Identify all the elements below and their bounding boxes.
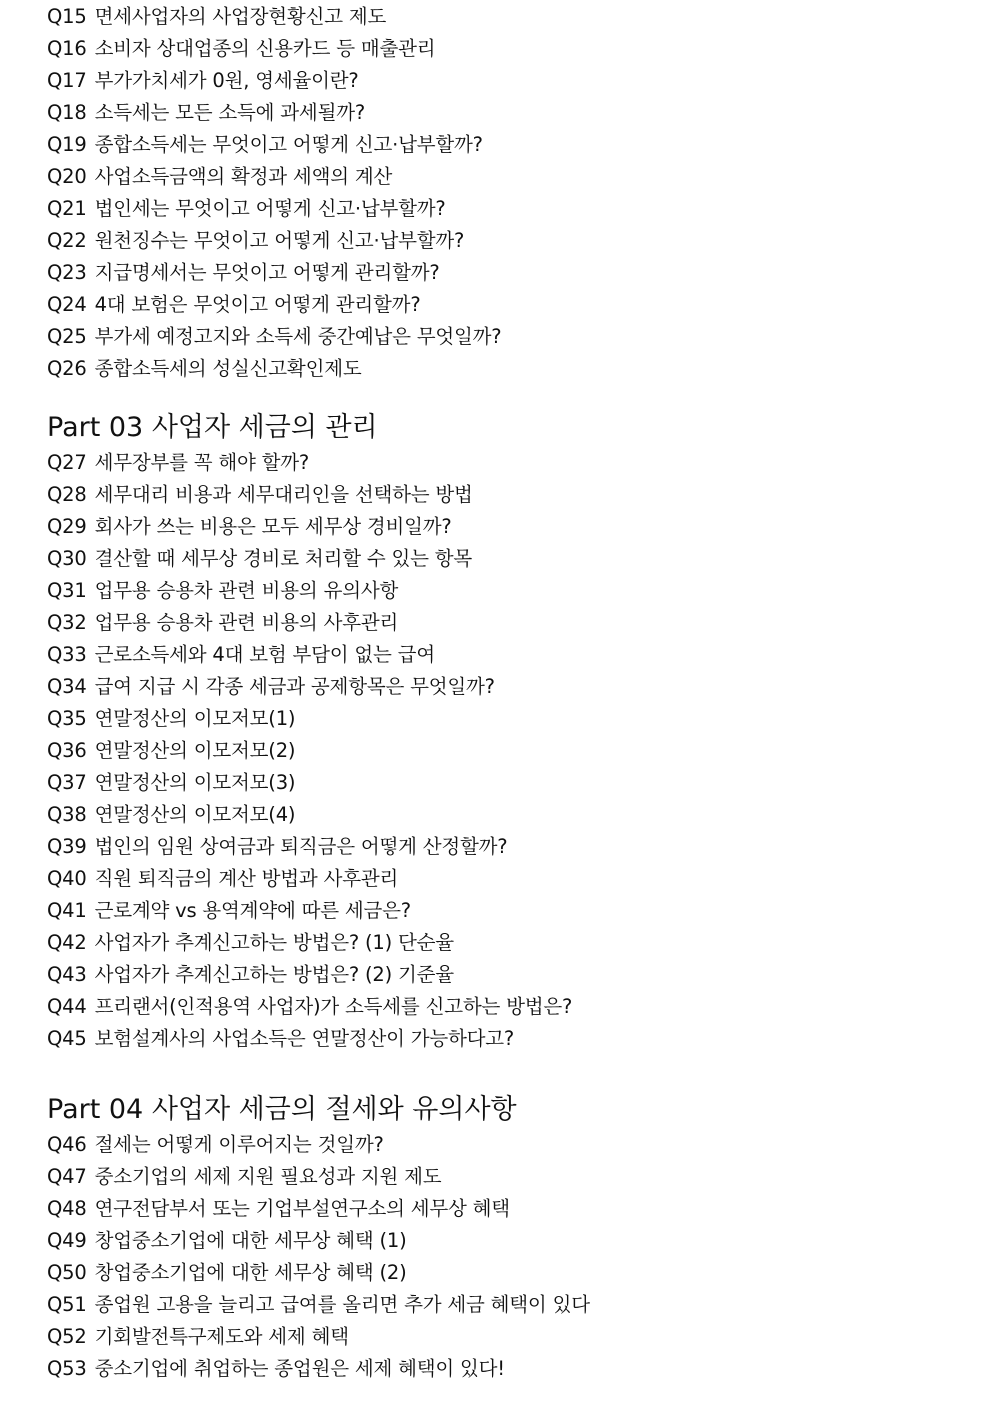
question-number: Q38 — [47, 803, 87, 826]
question-number: Q44 — [47, 995, 87, 1018]
question-title: 중소기업의 세제 지원 필요성과 지원 제도 — [94, 1165, 442, 1188]
question-number: Q36 — [47, 739, 87, 762]
toc-entry — [47, 132, 501, 164]
question-number: Q35 — [47, 707, 87, 730]
toc-section-continued — [47, 4, 501, 388]
question-number: Q53 — [47, 1357, 87, 1380]
question-number: Q42 — [47, 931, 87, 954]
question-title: 소득세는 모든 소득에 과세될까? — [94, 101, 365, 124]
question-number: Q19 — [47, 133, 87, 156]
question-number: Q25 — [47, 325, 87, 348]
question-title: 세무대리 비용과 세무대리인을 선택하는 방법 — [94, 483, 473, 506]
toc-entry — [47, 482, 572, 514]
question-number: Q50 — [47, 1261, 87, 1284]
toc-entry — [47, 802, 572, 834]
question-title: 보험설계사의 사업소득은 연말정산이 가능하다고? — [94, 1027, 515, 1050]
question-title: 법인의 임원 상여금과 퇴직금은 어떻게 산정할까? — [94, 835, 508, 858]
toc-entry — [47, 706, 572, 738]
question-title: 프리랜서(인적용역 사업자)가 소득세를 신고하는 방법은? — [94, 995, 573, 1018]
question-number: Q16 — [47, 37, 87, 60]
toc-entry — [47, 1164, 590, 1196]
question-number: Q18 — [47, 101, 87, 124]
question-number: Q37 — [47, 771, 87, 794]
question-number: Q48 — [47, 1197, 87, 1220]
question-number: Q28 — [47, 483, 87, 506]
question-title: 연말정산의 이모저모(2) — [94, 739, 296, 762]
question-number: Q29 — [47, 515, 87, 538]
toc-entry — [47, 164, 501, 196]
question-title: 면세사업자의 사업장현황신고 제도 — [94, 5, 387, 28]
toc-entry — [47, 1196, 590, 1228]
question-title: 연말정산의 이모저모(4) — [94, 803, 296, 826]
toc-entry — [47, 450, 572, 482]
question-title: 회사가 쓰는 비용은 모두 세무상 경비일까? — [94, 515, 452, 538]
part-title: Part 03 사업자 세금의 관리 — [47, 412, 378, 443]
question-title: 기회발전특구제도와 세제 혜택 — [94, 1325, 349, 1348]
question-number: Q52 — [47, 1325, 87, 1348]
question-title: 부가세 예정고지와 소득세 중간예납은 무엇일까? — [94, 325, 502, 348]
toc-entry — [47, 514, 572, 546]
toc-entry — [47, 68, 501, 100]
question-number: Q21 — [47, 197, 87, 220]
toc-entry — [47, 1228, 590, 1260]
question-number: Q43 — [47, 963, 87, 986]
toc-entry — [47, 1324, 590, 1356]
toc-entry — [47, 4, 501, 36]
question-title: 법인세는 무엇이고 어떻게 신고·납부할까? — [94, 197, 446, 220]
question-number: Q51 — [47, 1293, 87, 1316]
question-title: 중소기업에 취업하는 종업원은 세제 혜택이 있다! — [94, 1357, 505, 1380]
question-title: 절세는 어떻게 이루어지는 것일까? — [94, 1133, 384, 1156]
toc-entry — [47, 962, 572, 994]
question-title: 세무장부를 꼭 해야 할까? — [94, 451, 310, 474]
toc-entry — [47, 1356, 590, 1388]
question-title: 창업중소기업에 대한 세무상 혜택 (1) — [94, 1229, 407, 1252]
question-number: Q40 — [47, 867, 87, 890]
question-title: 4대 보험은 무엇이고 어떻게 관리할까? — [94, 293, 421, 316]
question-title: 연구전담부서 또는 기업부설연구소의 세무상 혜택 — [94, 1197, 510, 1220]
toc-entry — [47, 898, 572, 930]
question-title: 업무용 승용차 관련 비용의 사후관리 — [94, 611, 399, 634]
toc-entry — [47, 1132, 590, 1164]
question-number: Q27 — [47, 451, 87, 474]
question-title: 소비자 상대업종의 신용카드 등 매출관리 — [94, 37, 436, 60]
question-number: Q23 — [47, 261, 87, 284]
question-title: 근로소득세와 4대 보험 부담이 없는 급여 — [94, 643, 435, 666]
toc-entry — [47, 1292, 590, 1324]
question-number: Q31 — [47, 579, 87, 602]
question-title: 직원 퇴직금의 계산 방법과 사후관리 — [94, 867, 399, 890]
question-title: 급여 지급 시 각종 세금과 공제항목은 무엇일까? — [94, 675, 495, 698]
toc-entry — [47, 228, 501, 260]
toc-section — [47, 410, 572, 1058]
toc-entry — [47, 770, 572, 802]
question-title: 지급명세서는 무엇이고 어떻게 관리할까? — [94, 261, 440, 284]
question-title: 사업자가 추계신고하는 방법은? (1) 단순율 — [94, 931, 454, 954]
question-number: Q22 — [47, 229, 87, 252]
toc-section — [47, 1092, 590, 1388]
toc-entry — [47, 834, 572, 866]
question-number: Q17 — [47, 69, 87, 92]
question-title: 결산할 때 세무상 경비로 처리할 수 있는 항목 — [94, 547, 473, 570]
toc-entry — [47, 578, 572, 610]
toc-entry — [47, 546, 572, 578]
part-title: Part 04 사업자 세금의 절세와 유의사항 — [47, 1094, 517, 1125]
question-title: 원천징수는 무엇이고 어떻게 신고·납부할까? — [94, 229, 465, 252]
question-title: 연말정산의 이모저모(3) — [94, 771, 296, 794]
toc-entry — [47, 738, 572, 770]
toc-entry — [47, 260, 501, 292]
question-title: 종합소득세의 성실신고확인제도 — [94, 357, 362, 380]
question-title: 종업원 고용을 늘리고 급여를 올리면 추가 세금 혜택이 있다 — [94, 1293, 590, 1316]
toc-entry — [47, 610, 572, 642]
toc-entry — [47, 674, 572, 706]
toc-entry — [47, 36, 501, 68]
toc-entry — [47, 642, 572, 674]
question-number: Q47 — [47, 1165, 87, 1188]
question-title: 창업중소기업에 대한 세무상 혜택 (2) — [94, 1261, 407, 1284]
toc-entry — [47, 292, 501, 324]
question-number: Q26 — [47, 357, 87, 380]
question-number: Q24 — [47, 293, 87, 316]
toc-entry — [47, 994, 572, 1026]
question-title: 업무용 승용차 관련 비용의 유의사항 — [94, 579, 399, 602]
question-number: Q30 — [47, 547, 87, 570]
question-title: 사업자가 추계신고하는 방법은? (2) 기준율 — [94, 963, 454, 986]
question-number: Q32 — [47, 611, 87, 634]
question-number: Q34 — [47, 675, 87, 698]
toc-entry — [47, 1026, 572, 1058]
question-number: Q15 — [47, 5, 87, 28]
question-title: 종합소득세는 무엇이고 어떻게 신고·납부할까? — [94, 133, 483, 156]
toc-entry — [47, 100, 501, 132]
question-number: Q20 — [47, 165, 87, 188]
toc-entry — [47, 930, 572, 962]
question-number: Q45 — [47, 1027, 87, 1050]
question-number: Q46 — [47, 1133, 87, 1156]
toc-entry — [47, 1260, 590, 1292]
question-title: 사업소득금액의 확정과 세액의 계산 — [94, 165, 393, 188]
question-number: Q33 — [47, 643, 87, 666]
toc-entry — [47, 196, 501, 228]
question-number: Q39 — [47, 835, 87, 858]
question-title: 근로계약 vs 용역계약에 따른 세금은? — [94, 899, 411, 922]
toc-entry — [47, 356, 501, 388]
question-number: Q41 — [47, 899, 87, 922]
question-number: Q49 — [47, 1229, 87, 1252]
question-title: 연말정산의 이모저모(1) — [94, 707, 296, 730]
toc-entry — [47, 324, 501, 356]
toc-entry — [47, 866, 572, 898]
question-title: 부가가치세가 0원, 영세율이란? — [94, 69, 359, 92]
